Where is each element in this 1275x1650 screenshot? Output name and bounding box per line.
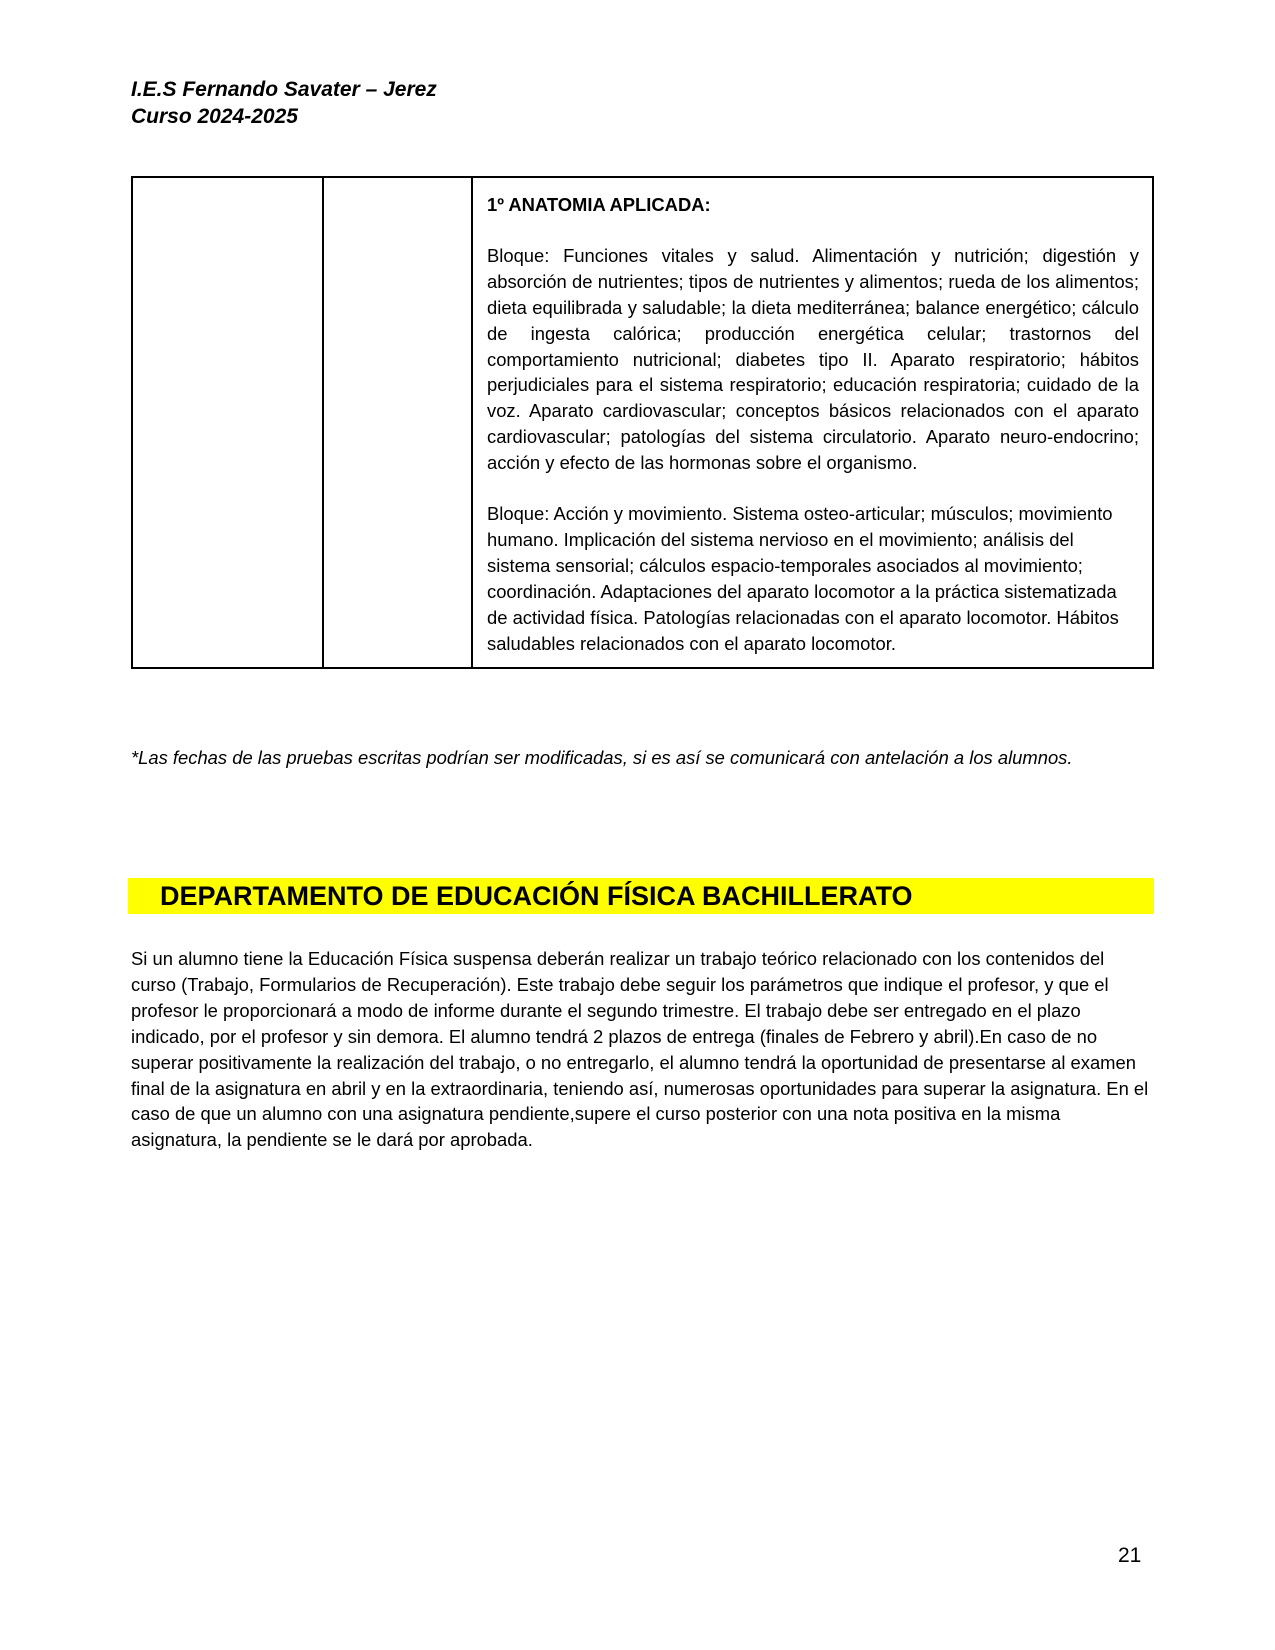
subject-title: 1º ANATOMIA APLICADA: xyxy=(487,194,711,215)
block-vital-functions: Bloque: Funciones vitales y salud. Alimentación y nutrición; digestión y absorción de nutrientes; tipos de nutrientes y alimentos; rueda de los alimentos; dieta equilibrada y saludable; la dieta mediterránea; balance energético; cálculo de ingesta calórica; producción energética celular; trastornos del comportamiento nutricional; diabetes tipo II. Aparato respiratorio; hábitos perjudiciales para el sistema respiratorio; educación respiratoria; cuidado de la voz. Aparato cardiovascular; conceptos básicos relacionados con el aparato cardiovascular; patologías del sistema circulatorio. Aparato neuro-endocrino; acción y efecto de las hormonas sobre el organismo. xyxy=(487,244,1139,474)
section-heading-highlight xyxy=(128,878,1154,914)
table-cell-empty-1 xyxy=(132,177,323,668)
block-action-movement: Bloque: Acción y movimiento. Sistema osteo-articular; músculos; movimiento humano. Implicación del sistema nervioso en el movimiento; análisis del sistema sensorial; cálculos espacio-temporales asociados al movimiento; coordinación. Adaptaciones del aparato locomotor a la práctica sistematizada de actividad física. Patologías relacionadas con el aparato locomotor. Hábitos saludables relacionados con el aparato locomotor. xyxy=(487,503,1119,654)
section-body: Si un alumno tiene la Educación Física suspensa deberán realizar un trabajo teórico relacionado con los contenidos del curso (Trabajo, Formularios de Recuperación). Este trabajo debe seguir los parámetros que indique el profesor, y que el profesor le proporcionará a modo de informe durante el segundo trimestre. El trabajo debe ser entregado en el plazo indicado, por el profesor y sin demora. El alumno tendrá 2 plazos de entrega (finales de Febrero y abril).En caso de no superar positivamente la realización del trabajo, o no entregarlo, el alumno tendrá la oportunidad de presentarse al examen final de la asignatura en abril y en la extraordinaria, teniendo así, numerosas oportunidades para superar la asignatura. En el caso de que un alumno con una asignatura pendiente,supere el curso posterior con una nota positiva en la misma asignatura, la pendiente se le dará por aprobada. xyxy=(131,948,1149,1151)
table-row xyxy=(132,177,1153,668)
page-number: 21 xyxy=(1118,1544,1142,1567)
paragraph-gap xyxy=(487,476,1139,501)
school-year: Curso 2024-2025 xyxy=(131,105,298,128)
school-name: I.E.S Fernando Savater – Jerez xyxy=(131,78,437,101)
table-cell-empty-2 xyxy=(323,177,472,668)
table-cell-content xyxy=(472,177,1153,668)
syllabus-table xyxy=(131,176,1154,669)
section-heading: DEPARTAMENTO DE EDUCACIÓN FÍSICA BACHILLERATO xyxy=(160,881,913,911)
footnote: *Las fechas de las pruebas escritas podrían ser modificadas, si es así se comunicará con antelación a los alumnos. xyxy=(131,747,1073,768)
document-header xyxy=(131,76,437,130)
